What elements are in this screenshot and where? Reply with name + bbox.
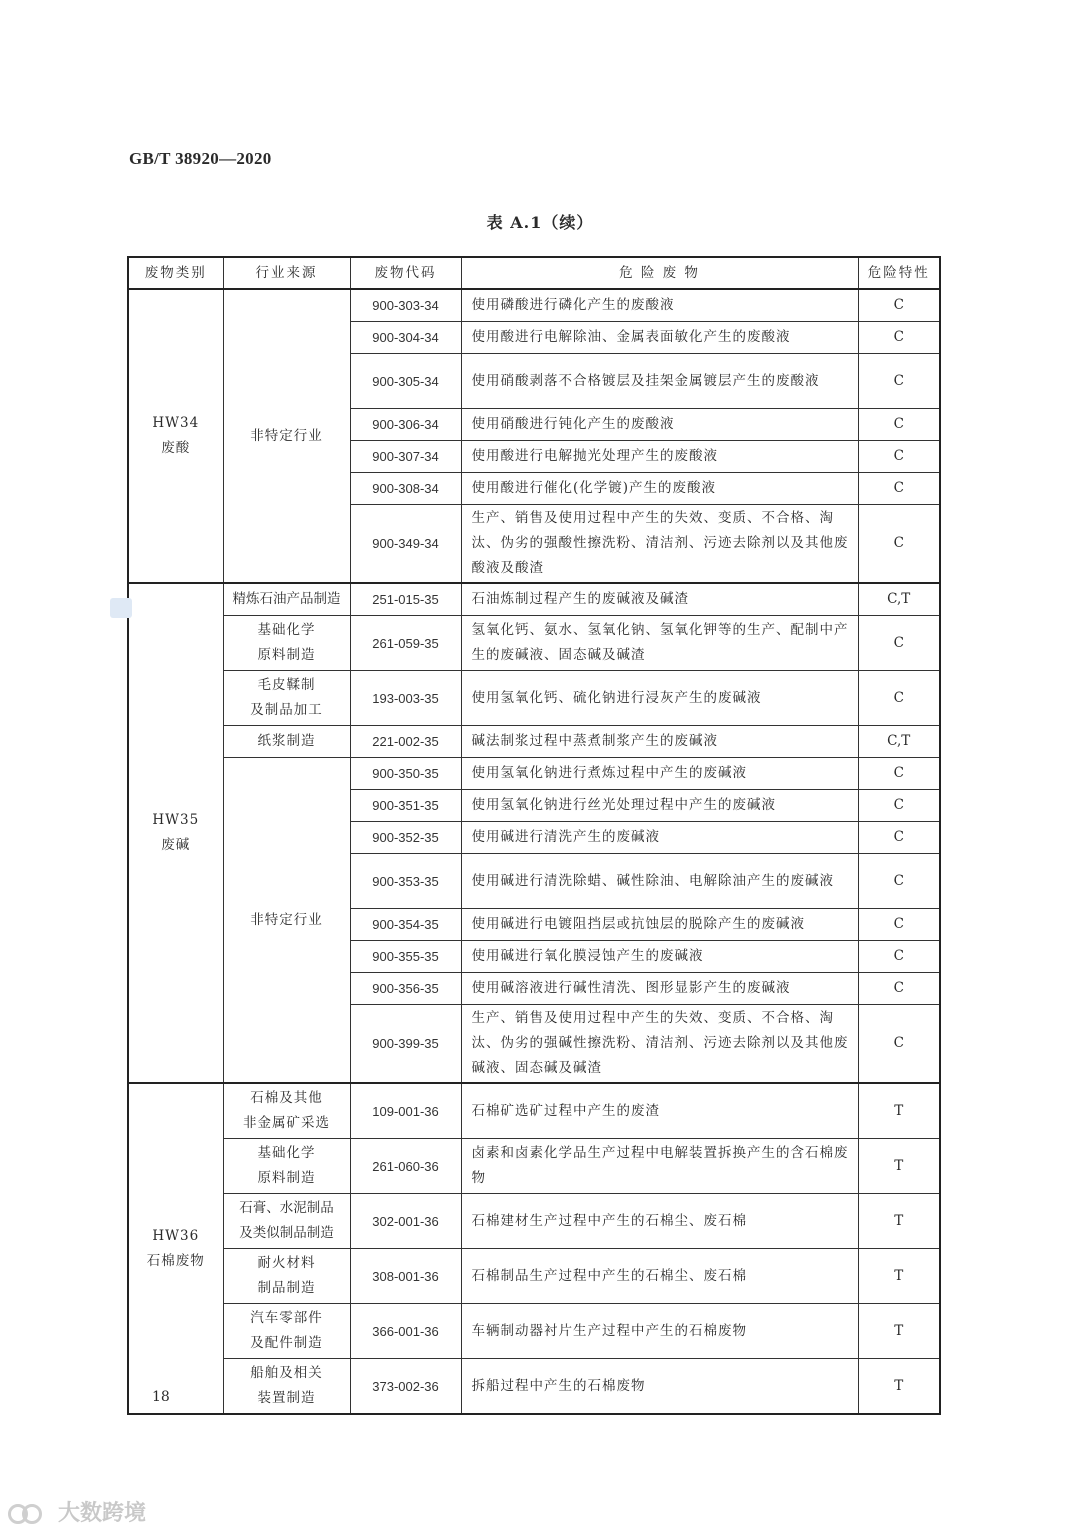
table-row <box>128 616 940 671</box>
waste-code: 900-354-35 <box>350 909 461 941</box>
hazard-property: C <box>858 289 940 322</box>
table-row <box>128 1083 940 1139</box>
waste-description: 使用酸进行电解除油、金属表面敏化产生的废酸液 <box>461 322 858 354</box>
table-row <box>128 289 940 322</box>
hazard-property: T <box>858 1304 940 1359</box>
waste-code: 900-305-34 <box>350 354 461 409</box>
waste-code: 366-001-36 <box>350 1304 461 1359</box>
waste-description: 氢氧化钙、氨水、氢氧化钠、氢氧化钾等的生产、配制中产生的废碱液、固态碱及碱渣 <box>461 616 858 671</box>
table-title: 表 A.1（续） <box>486 213 594 232</box>
waste-description: 使用酸进行催化(化学镀)产生的废酸液 <box>461 473 858 505</box>
category-cell: HW36 石棉废物 <box>128 1083 223 1414</box>
hazard-property: C <box>858 473 940 505</box>
page-number: 18 <box>152 1389 170 1405</box>
industry-cell: 石膏、水泥制品 及类似制品制造 <box>223 1194 350 1249</box>
table-row <box>128 583 940 616</box>
col-header-category: 废物类别 <box>128 257 223 289</box>
col-header-code: 废物代码 <box>350 257 461 289</box>
hazard-property: C <box>858 409 940 441</box>
hazard-property: T <box>858 1359 940 1415</box>
waste-code: 900-303-34 <box>350 289 461 322</box>
waste-description: 碱法制浆过程中蒸煮制浆产生的废碱液 <box>461 726 858 758</box>
watermark <box>8 1496 146 1527</box>
hazard-property: C <box>858 941 940 973</box>
waste-code: 900-356-35 <box>350 973 461 1005</box>
waste-description: 使用碱进行氧化膜浸蚀产生的废碱液 <box>461 941 858 973</box>
waste-description: 使用氢氧化钙、硫化钠进行浸灰产生的废碱液 <box>461 671 858 726</box>
industry-cell: 耐火材料 制品制造 <box>223 1249 350 1304</box>
waste-description: 使用氢氧化钠进行丝光处理过程中产生的废碱液 <box>461 790 858 822</box>
industry-cell: 基础化学 原料制造 <box>223 1139 350 1194</box>
waste-description: 使用碱进行电镀阻挡层或抗蚀层的脱除产生的废碱液 <box>461 909 858 941</box>
waste-description: 使用硝酸进行钝化产生的废酸液 <box>461 409 858 441</box>
hazard-property: C <box>858 671 940 726</box>
waste-description: 生产、销售及使用过程中产生的失效、变质、不合格、淘汰、伪劣的强碱性擦洗粉、清洁剂、污迹去除剂以及其他废碱液、固态碱及碱渣 <box>461 1005 858 1084</box>
table-row <box>128 671 940 726</box>
waste-code: 261-059-35 <box>350 616 461 671</box>
hazard-property: C <box>858 322 940 354</box>
table-row <box>128 1194 940 1249</box>
industry-cell: 船舶及相关 装置制造 <box>223 1359 350 1415</box>
waste-description: 石棉矿选矿过程中产生的废渣 <box>461 1083 858 1139</box>
waste-description: 使用碱进行清洗产生的废碱液 <box>461 822 858 854</box>
waste-description: 石油炼制过程产生的废碱液及碱渣 <box>461 583 858 616</box>
side-tab-marker <box>110 598 132 618</box>
standard-code: GB/T 38920—2020 <box>129 149 272 168</box>
waste-code: 261-060-36 <box>350 1139 461 1194</box>
waste-description: 使用碱进行清洗除蜡、碱性除油、电解除油产生的废碱液 <box>461 854 858 909</box>
waste-code: 900-307-34 <box>350 441 461 473</box>
waste-code: 373-002-36 <box>350 1359 461 1415</box>
waste-description: 使用硝酸剥落不合格镀层及挂架金属镀层产生的废酸液 <box>461 354 858 409</box>
hazard-property: C <box>858 616 940 671</box>
hazard-property: C <box>858 973 940 1005</box>
industry-cell: 基础化学 原料制造 <box>223 616 350 671</box>
table-row <box>128 1249 940 1304</box>
waste-description: 使用酸进行电解抛光处理产生的废酸液 <box>461 441 858 473</box>
waste-description: 车辆制动器衬片生产过程中产生的石棉废物 <box>461 1304 858 1359</box>
waste-code: 302-001-36 <box>350 1194 461 1249</box>
waste-code: 193-003-35 <box>350 671 461 726</box>
waste-description: 石棉建材生产过程中产生的石棉尘、废石棉 <box>461 1194 858 1249</box>
waste-code: 900-352-35 <box>350 822 461 854</box>
hazard-property: C <box>858 758 940 790</box>
col-header-waste: 危 险 废 物 <box>461 257 858 289</box>
hazard-property: C <box>858 1005 940 1084</box>
industry-cell: 毛皮鞣制 及制品加工 <box>223 671 350 726</box>
industry-cell: 精炼石油产品制造 <box>223 583 350 616</box>
hazard-property: C <box>858 505 940 584</box>
hazard-property: T <box>858 1139 940 1194</box>
waste-code: 221-002-35 <box>350 726 461 758</box>
waste-description: 使用碱溶液进行碱性清洗、图形显影产生的废碱液 <box>461 973 858 1005</box>
hazard-property: C <box>858 822 940 854</box>
waste-code: 251-015-35 <box>350 583 461 616</box>
hazard-property: C,T <box>858 726 940 758</box>
industry-cell: 石棉及其他 非金属矿采选 <box>223 1083 350 1139</box>
category-cell: HW35 废碱 <box>128 583 223 1083</box>
hazard-property: C <box>858 854 940 909</box>
waste-description: 拆船过程中产生的石棉废物 <box>461 1359 858 1415</box>
waste-code: 900-350-35 <box>350 758 461 790</box>
waste-code: 308-001-36 <box>350 1249 461 1304</box>
hazardous-waste-table <box>127 256 941 1415</box>
waste-description: 卤素和卤素化学品生产过程中电解装置拆换产生的含石棉废物 <box>461 1139 858 1194</box>
hazard-property: C,T <box>858 583 940 616</box>
category-cell: HW34 废酸 <box>128 289 223 583</box>
hazard-property: C <box>858 354 940 409</box>
waste-description: 石棉制品生产过程中产生的石棉尘、废石棉 <box>461 1249 858 1304</box>
hazard-property: C <box>858 909 940 941</box>
watermark-logo-icon <box>8 1500 52 1524</box>
waste-code: 900-351-35 <box>350 790 461 822</box>
industry-cell: 汽车零部件 及配件制造 <box>223 1304 350 1359</box>
waste-code: 900-355-35 <box>350 941 461 973</box>
hazard-property: T <box>858 1083 940 1139</box>
waste-code: 900-353-35 <box>350 854 461 909</box>
waste-description: 使用氢氧化钠进行煮炼过程中产生的废碱液 <box>461 758 858 790</box>
table-row <box>128 1304 940 1359</box>
waste-code: 900-349-34 <box>350 505 461 584</box>
table-header-row <box>128 257 940 289</box>
hazard-property: T <box>858 1194 940 1249</box>
industry-cell: 纸浆制造 <box>223 726 350 758</box>
waste-code: 900-308-34 <box>350 473 461 505</box>
table-row <box>128 1139 940 1194</box>
table-row <box>128 758 940 790</box>
waste-code: 900-306-34 <box>350 409 461 441</box>
table-row <box>128 1359 940 1415</box>
hazard-property: C <box>858 441 940 473</box>
hazard-property: T <box>858 1249 940 1304</box>
waste-code: 109-001-36 <box>350 1083 461 1139</box>
col-header-industry: 行业来源 <box>223 257 350 289</box>
table-row <box>128 726 940 758</box>
waste-code: 900-399-35 <box>350 1005 461 1084</box>
waste-description: 生产、销售及使用过程中产生的失效、变质、不合格、淘汰、伪劣的强酸性擦洗粉、清洁剂、污迹去除剂以及其他废酸液及酸渣 <box>461 505 858 584</box>
waste-code: 900-304-34 <box>350 322 461 354</box>
industry-cell: 非特定行业 <box>223 289 350 583</box>
waste-description: 使用磷酸进行磷化产生的废酸液 <box>461 289 858 322</box>
industry-cell: 非特定行业 <box>223 758 350 1084</box>
hazard-property: C <box>858 790 940 822</box>
col-header-hazard: 危险特性 <box>858 257 940 289</box>
watermark-text: 大数跨境 <box>58 1501 147 1526</box>
